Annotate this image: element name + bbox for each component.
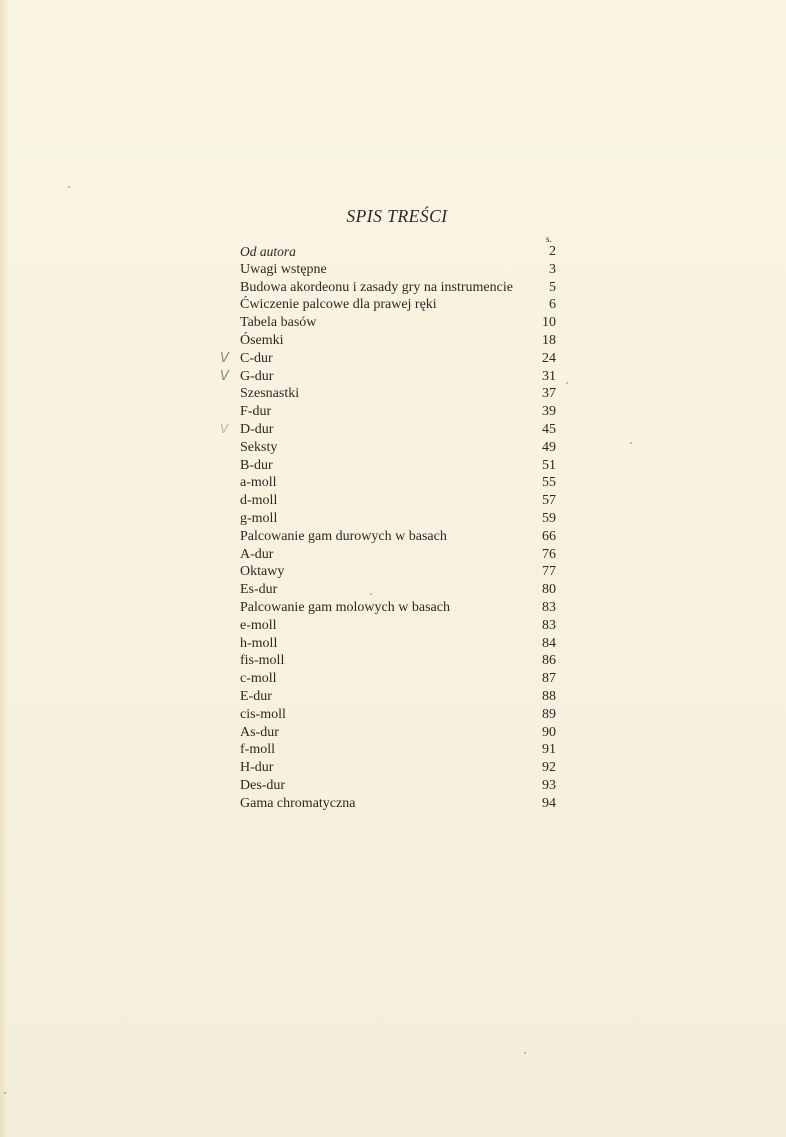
toc-page-number: 88 <box>542 688 556 704</box>
toc-page-number: 83 <box>542 599 556 615</box>
paper-speck <box>370 593 372 595</box>
toc-entry-label: Budowa akordeonu i zasady gry na instrumencie <box>240 279 513 295</box>
toc-row-h-dur <box>240 759 556 777</box>
toc-row-h-moll <box>240 635 556 653</box>
toc-row-b-dur <box>240 457 556 475</box>
toc-page-number: 6 <box>549 297 556 313</box>
toc-entry-label: Des-dur <box>240 777 286 793</box>
toc-row-d-dur <box>220 421 556 439</box>
toc-row-des-dur <box>240 777 556 795</box>
toc-page-number: 77 <box>542 564 556 580</box>
toc-page-number: 5 <box>549 279 556 295</box>
toc-page-number: 24 <box>542 350 556 366</box>
toc-entry-label: Uwagi wstępne <box>240 261 327 277</box>
toc-row-oktawy <box>240 563 556 581</box>
toc-page-number: 90 <box>542 724 556 740</box>
handwritten-check-mark-icon: V <box>220 421 229 436</box>
paper-speck <box>68 186 70 188</box>
toc-entry-label: d-moll <box>240 493 278 509</box>
toc-row-a-dur <box>240 546 556 564</box>
toc-page-number: 31 <box>542 368 556 384</box>
toc-page-number: 80 <box>542 582 556 598</box>
paper-speck <box>566 382 568 384</box>
toc-row-seksty <box>240 439 556 457</box>
toc-page-number: 94 <box>542 795 556 811</box>
table-of-contents <box>220 243 556 813</box>
toc-entry-label: h-moll <box>240 635 278 651</box>
toc-page-number: 92 <box>542 760 556 776</box>
toc-entry-label: Palcowanie gam durowych w basach <box>240 528 447 544</box>
toc-entry-label: a-moll <box>240 475 277 491</box>
toc-row-cis-moll <box>240 706 556 724</box>
toc-entry-label: G-dur <box>240 368 274 384</box>
toc-page-number: 76 <box>542 546 556 562</box>
toc-row-c-moll <box>240 670 556 688</box>
toc-row-g-dur <box>220 368 556 386</box>
toc-entry-label: Seksty <box>240 439 278 455</box>
toc-entry-label: A-dur <box>240 546 274 562</box>
toc-entry-label: Palcowanie gam molowych w basach <box>240 599 450 615</box>
toc-row-fis-moll <box>240 652 556 670</box>
toc-page-number: 86 <box>542 653 556 669</box>
toc-entry-label: cis-moll <box>240 706 286 722</box>
toc-entry-label: Ósemki <box>240 332 284 348</box>
toc-row-e-moll <box>240 617 556 635</box>
page-edge-shadow <box>0 0 8 1137</box>
toc-page-number: 51 <box>542 457 556 473</box>
toc-row-e-dur <box>240 688 556 706</box>
toc-entry-label: g-moll <box>240 510 278 526</box>
toc-entry-label: E-dur <box>240 688 272 704</box>
toc-entry-label: Ćwiczenie palcowe dla prawej ręki <box>240 297 437 313</box>
toc-page-number: 18 <box>542 332 556 348</box>
toc-page-number: 3 <box>549 261 556 277</box>
toc-entry-label: As-dur <box>240 724 279 740</box>
toc-entry-label: Szesnastki <box>240 386 300 402</box>
toc-entry-label: e-moll <box>240 617 277 633</box>
toc-entry-label: Gama chromatyczna <box>240 795 356 811</box>
toc-page-number: 91 <box>542 742 556 758</box>
toc-page-number: 66 <box>542 528 556 544</box>
toc-page-number: 57 <box>542 493 556 509</box>
toc-row-es-dur <box>240 581 556 599</box>
toc-row-a-moll <box>240 474 556 492</box>
toc-row-d-moll <box>240 492 556 510</box>
toc-page-number: 89 <box>542 706 556 722</box>
toc-entry-label: B-dur <box>240 457 273 473</box>
toc-page-number: 45 <box>542 421 556 437</box>
toc-entry-label: Od autora <box>240 244 296 259</box>
paper-speck <box>630 442 632 444</box>
toc-page-number: 10 <box>542 315 556 331</box>
toc-page-number: 49 <box>542 439 556 455</box>
toc-row-palcowanie-durowych <box>240 528 556 546</box>
paper-speck <box>524 1052 526 1054</box>
toc-entry-label: F-dur <box>240 404 272 420</box>
handwritten-check-mark-icon: V <box>220 368 229 384</box>
toc-entry-label: Es-dur <box>240 582 278 598</box>
toc-row-f-moll <box>240 741 556 759</box>
toc-row-uwagi-wstepne <box>240 261 556 279</box>
toc-entry-label: Tabela basów <box>240 315 317 331</box>
toc-entry-label: c-moll <box>240 671 277 687</box>
toc-entry-label: fis-moll <box>240 653 285 669</box>
toc-page-number: 39 <box>542 404 556 420</box>
toc-page-number: 87 <box>542 671 556 687</box>
toc-row-od-autora <box>240 243 556 261</box>
toc-entry-label: C-dur <box>240 350 273 366</box>
toc-page-number: 93 <box>542 777 556 793</box>
toc-row-palcowanie-molowych <box>240 599 556 617</box>
paper-speck <box>4 1092 6 1094</box>
toc-row-as-dur <box>240 724 556 742</box>
toc-row-cwiczenie-palcowe <box>240 296 556 314</box>
toc-entry-label: D-dur <box>240 421 274 437</box>
toc-page-number: 2 <box>549 244 556 259</box>
toc-page-number: 37 <box>542 386 556 402</box>
toc-row-szesnastki <box>240 385 556 403</box>
toc-row-osemki <box>240 332 556 350</box>
page-title: SPIS TREŚCI <box>346 206 448 226</box>
page-column-label: s. <box>546 234 552 244</box>
toc-entry-label: H-dur <box>240 760 274 776</box>
toc-row-tabela-basow <box>240 314 556 332</box>
toc-page-number: 59 <box>542 510 556 526</box>
handwritten-check-mark-icon: V <box>220 350 229 366</box>
toc-entry-label: Oktawy <box>240 564 285 580</box>
toc-page-number: 55 <box>542 475 556 491</box>
toc-page-number: 83 <box>542 617 556 633</box>
toc-row-g-moll <box>240 510 556 528</box>
toc-row-gama-chromatyczna <box>240 795 556 813</box>
toc-entry-label: f-moll <box>240 742 275 758</box>
toc-page-number: 84 <box>542 635 556 651</box>
toc-row-c-dur <box>220 350 556 368</box>
toc-row-f-dur <box>240 403 556 421</box>
toc-row-budowa-akordeonu <box>240 279 556 297</box>
